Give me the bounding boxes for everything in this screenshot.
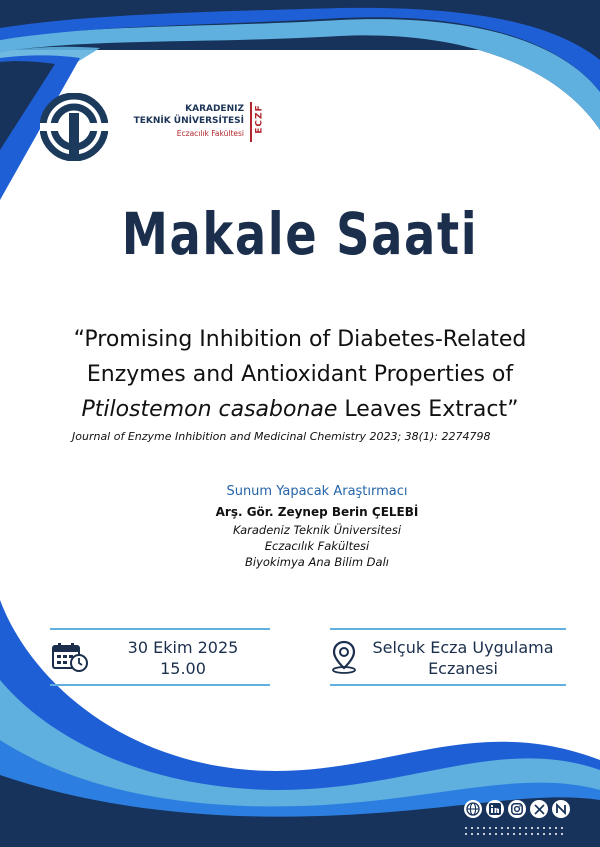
divider-line [50,684,270,686]
presenter-block [0,484,600,570]
divider-line [330,628,566,630]
location-line1: Selçuk Ecza Uygulama [372,638,554,657]
x-icon[interactable] [530,800,548,818]
event-location [360,637,566,679]
university-name-line1: KARADENIZ [185,104,244,114]
location-line2: Eczanesi [428,659,498,678]
instagram-icon[interactable] [508,800,526,818]
page-title: Makale Saati [121,200,479,268]
journal-citation: Journal of Enzyme Inhibition and Medicinal Chemistry 2023; 38(1): 2274798 [72,430,491,443]
faculty-logo [128,100,270,146]
social-links [464,800,570,820]
paper-title-line3 [30,392,570,427]
presenter-affiliation-line3: Biyokimya Ana Bilim Dalı [245,555,389,569]
paper-title-line2: Enzymes and Antioxidant Properties of [86,362,514,387]
date-box [50,628,270,686]
university-name-line2: TEKNİK ÜNİVERSİTESİ [133,116,244,126]
logo-divider [250,102,252,142]
globe-icon[interactable] [464,800,482,818]
faculty-name: Eczacılık Fakültesi [176,129,244,138]
decorative-dots [464,826,568,836]
calendar-clock-icon [52,642,88,672]
location-box [330,628,566,686]
ktu-logo [40,93,108,161]
presenter-affiliation-line1: Karadeniz Teknik Üniversitesi [232,523,402,537]
paper-title-line1: “Promising Inhibition of Diabetes-Related [73,327,527,352]
divider-line [50,628,270,630]
event-time: 15.00 [160,659,206,678]
presenter-label: Sunum Yapacak Araştırmacı [226,484,408,499]
divider-line [330,684,566,686]
paper-title-line3-rest: Leaves Extract” [337,397,519,422]
faculty-abbr: ECZF [254,104,265,134]
event-datetime [108,637,258,679]
linkedin-icon[interactable] [486,800,504,818]
species-name: Ptilostemon casabonae [81,397,338,422]
paper-title [30,322,570,427]
presenter-affiliation-line2: Eczacılık Fakültesi [264,539,370,553]
nsosyal-icon[interactable] [552,800,570,818]
event-date: 30 Ekim 2025 [127,638,239,657]
presenter-name: Arş. Gör. Zeynep Berin ÇELEBİ [215,505,419,519]
location-pin-icon [330,640,358,674]
